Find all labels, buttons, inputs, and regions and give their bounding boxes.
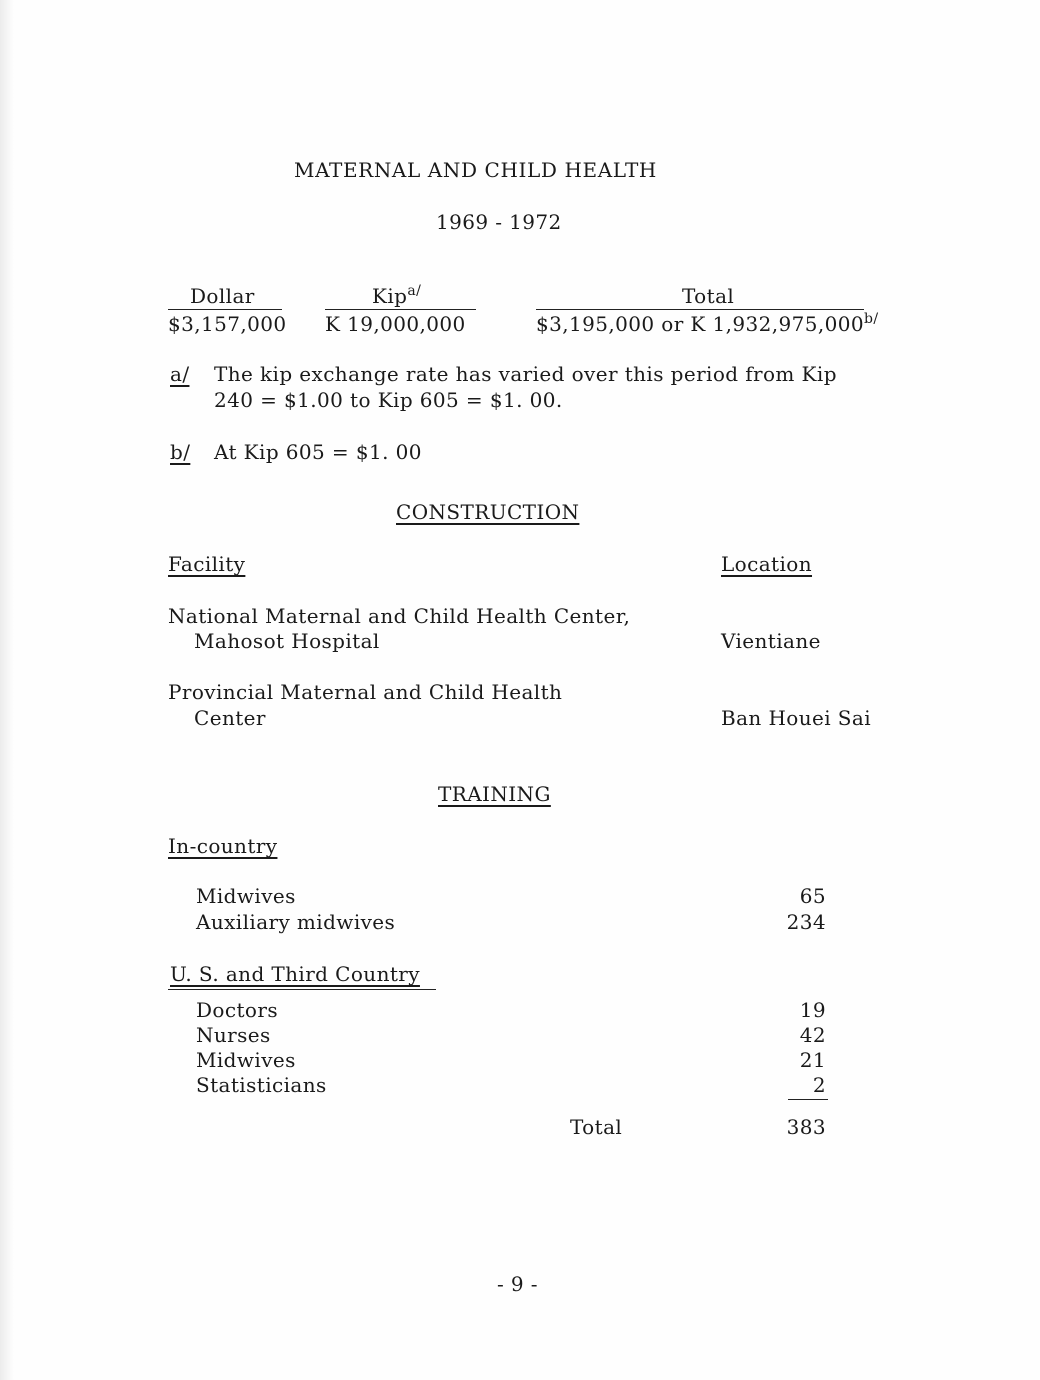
third-country-label-2: Nurses xyxy=(196,1023,271,1047)
in-country-label-1: Midwives xyxy=(196,884,296,908)
kip-value: K 19,000,000 xyxy=(325,312,466,336)
document-title: MATERNAL AND CHILD HEALTH xyxy=(294,158,657,182)
sum-rule xyxy=(788,1099,828,1100)
total-header: Total xyxy=(682,284,735,308)
scan-edge-shadow xyxy=(0,0,14,1380)
in-country-header: In-country xyxy=(168,834,278,858)
third-country-count-2: 42 xyxy=(799,1023,826,1047)
total-header-rule xyxy=(536,309,864,310)
dollar-header-rule xyxy=(168,309,282,310)
footnote-marker-b: b/ xyxy=(864,311,879,327)
footnote-marker-a: a/ xyxy=(407,283,422,299)
construction-heading: CONSTRUCTION xyxy=(396,500,580,524)
kip-header-rule xyxy=(325,309,476,310)
third-country-label-1: Doctors xyxy=(196,998,278,1022)
training-total-label: Total xyxy=(570,1115,623,1139)
facility-row-2-line2: Center xyxy=(194,706,266,730)
third-country-header: U. S. and Third Country xyxy=(170,962,420,986)
in-country-label-2: Auxiliary midwives xyxy=(196,910,396,934)
footnote-a-line2: 240 = $1.00 to Kip 605 = $1. 00. xyxy=(214,388,563,412)
dollar-value: $3,157,000 xyxy=(168,312,287,336)
footnote-b-mark: b/ xyxy=(170,440,191,464)
total-value: $3,195,000 or K $1,932,975,000^{b/}$ xyxy=(536,311,879,336)
facility-header: Facility xyxy=(168,552,246,576)
training-total-value: 383 xyxy=(786,1115,826,1139)
training-heading: TRAINING xyxy=(438,782,551,806)
location-row-1: Vientiane xyxy=(721,629,821,653)
third-country-header-rule xyxy=(168,989,436,990)
page-number: - 9 - xyxy=(497,1272,538,1296)
in-country-count-1: 65 xyxy=(799,884,826,908)
in-country-count-2: 234 xyxy=(786,910,826,934)
footnote-a-mark: a/ xyxy=(170,362,190,386)
footnote-a-line1: The kip exchange rate has varied over this period from Kip xyxy=(214,362,837,386)
third-country-label-4: Statisticians xyxy=(196,1073,327,1097)
third-country-count-3: 21 xyxy=(799,1048,826,1072)
facility-row-2-line1: Provincial Maternal and Child Health xyxy=(168,680,563,704)
location-header: Location xyxy=(721,552,813,576)
location-row-2: Ban Houei Sai xyxy=(721,706,872,730)
footnote-b-text: At Kip 605 = $1. 00 xyxy=(214,440,422,464)
period-range: 1969 - 1972 xyxy=(436,210,562,234)
third-country-label-3: Midwives xyxy=(196,1048,296,1072)
facility-row-1-line1: National Maternal and Child Health Center, xyxy=(168,604,631,628)
facility-row-1-line2: Mahosot Hospital xyxy=(194,629,380,653)
third-country-count-1: 19 xyxy=(799,998,826,1022)
kip-header: Kip$^{a/}$ xyxy=(372,283,422,308)
dollar-header: Dollar xyxy=(190,284,255,308)
third-country-count-4: 2 xyxy=(812,1073,826,1097)
